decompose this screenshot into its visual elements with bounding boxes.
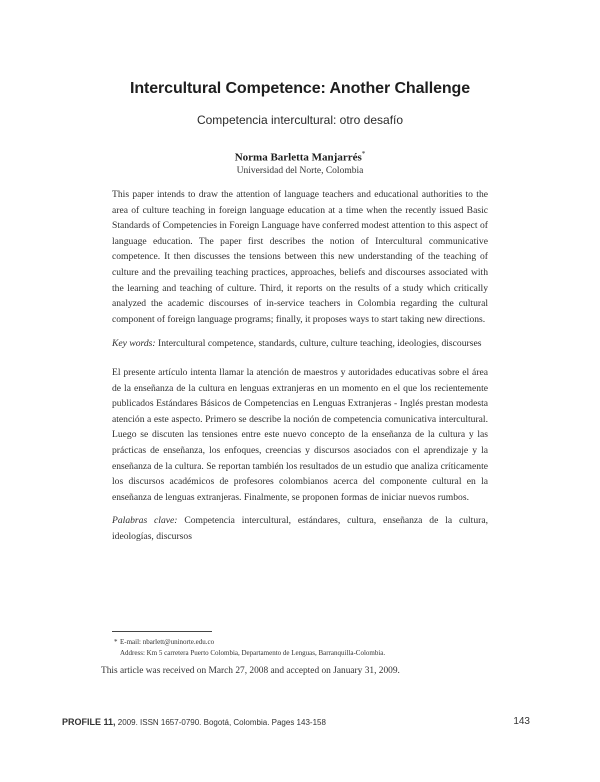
footnote-mark: * — [114, 638, 118, 646]
footnote-divider — [112, 631, 212, 632]
keywords-spanish — [112, 513, 488, 544]
received-note: This article was received on March 27, 2008 and accepted on January 31, 2009. — [101, 666, 400, 676]
page-number: 143 — [513, 716, 530, 727]
author-footnote-mark: * — [361, 150, 366, 158]
footnote-address: Address: Km 5 carretera Puerto Colombia, Departamento de Lenguas, Barranquilla-Colombia. — [120, 649, 386, 657]
journal-details: 2009. ISSN 1657-0790. Bogotá, Colombia. Pages 143-158 — [117, 718, 326, 727]
author-name — [0, 150, 600, 164]
keywords-english-text: Intercultural competence, standards, culture, culture teaching, ideologies, discourses — [158, 338, 482, 349]
journal-footer — [62, 717, 326, 727]
footnote-email: E-mail: nbarlett@uninorte.edu.co — [120, 638, 215, 646]
author-affiliation: Universidad del Norte, Colombia — [236, 166, 364, 176]
keywords-english-label: Key words: — [112, 338, 156, 349]
paper-subtitle: Competencia intercultural: otro desafío — [196, 113, 404, 127]
keywords-spanish-label: Palabras clave: — [112, 515, 178, 526]
author-name-text: Norma Barletta Manjarrés — [234, 151, 362, 164]
abstract-spanish: El presente artículo intenta llamar la atención de maestros y autoridades educativas sobre el área de la enseñanza de la cultura en lenguas extranjeras en un momento en el que los recientemente publicados Estándares Básicos de Competencias en Lenguas Extranjeras - Inglés prestan modesta atención a este aspecto. Primero se describe la noción de competencia comunicativa intercultural. Luego se discuten las tensiones entre este nuevo concepto de la enseñanza de la cultura y las prácticas de enseñanza, los enfoques, creencias y discursos asociados con el aprendizaje y la enseñanza de la cultura. Se reportan también los resultados de un estudio que analiza críticamente los discursos académicos de profesores colombianos acerca del componente cultural en la enseñanza de lenguas extranjeras. Finalmente, se proponen formas de iniciar nuevos rumbos. — [112, 367, 488, 503]
journal-name: PROFILE 11, — [62, 717, 116, 727]
keywords-spanish-text: Competencia intercultural, estándares, cultura, enseñanza de la cultura, ideologías, discursos — [112, 515, 488, 542]
paper-title: Intercultural Competence: Another Challenge — [129, 80, 471, 97]
abstract-english: This paper intends to draw the attention of language teachers and educational authorities to the area of culture teaching in foreign language education at a time when the recently issued Basic Standards of Competencies in Foreign Language have conferred modest attention to this aspect of language education. The paper first describes the notion of Intercultural communicative competence. It then discusses the tensions between this new understanding of the teaching of culture and the prevailing teaching practices, approaches, beliefs and discourses associated with the learning and teaching of culture. Third, it reports on the results of a study which critically analyzed the academic discourses of in-service teachers in Colombia regarding the cultural component of foreign language programs; finally, it proposes ways to start taking new directions. — [112, 189, 488, 325]
keywords-english — [112, 336, 488, 352]
